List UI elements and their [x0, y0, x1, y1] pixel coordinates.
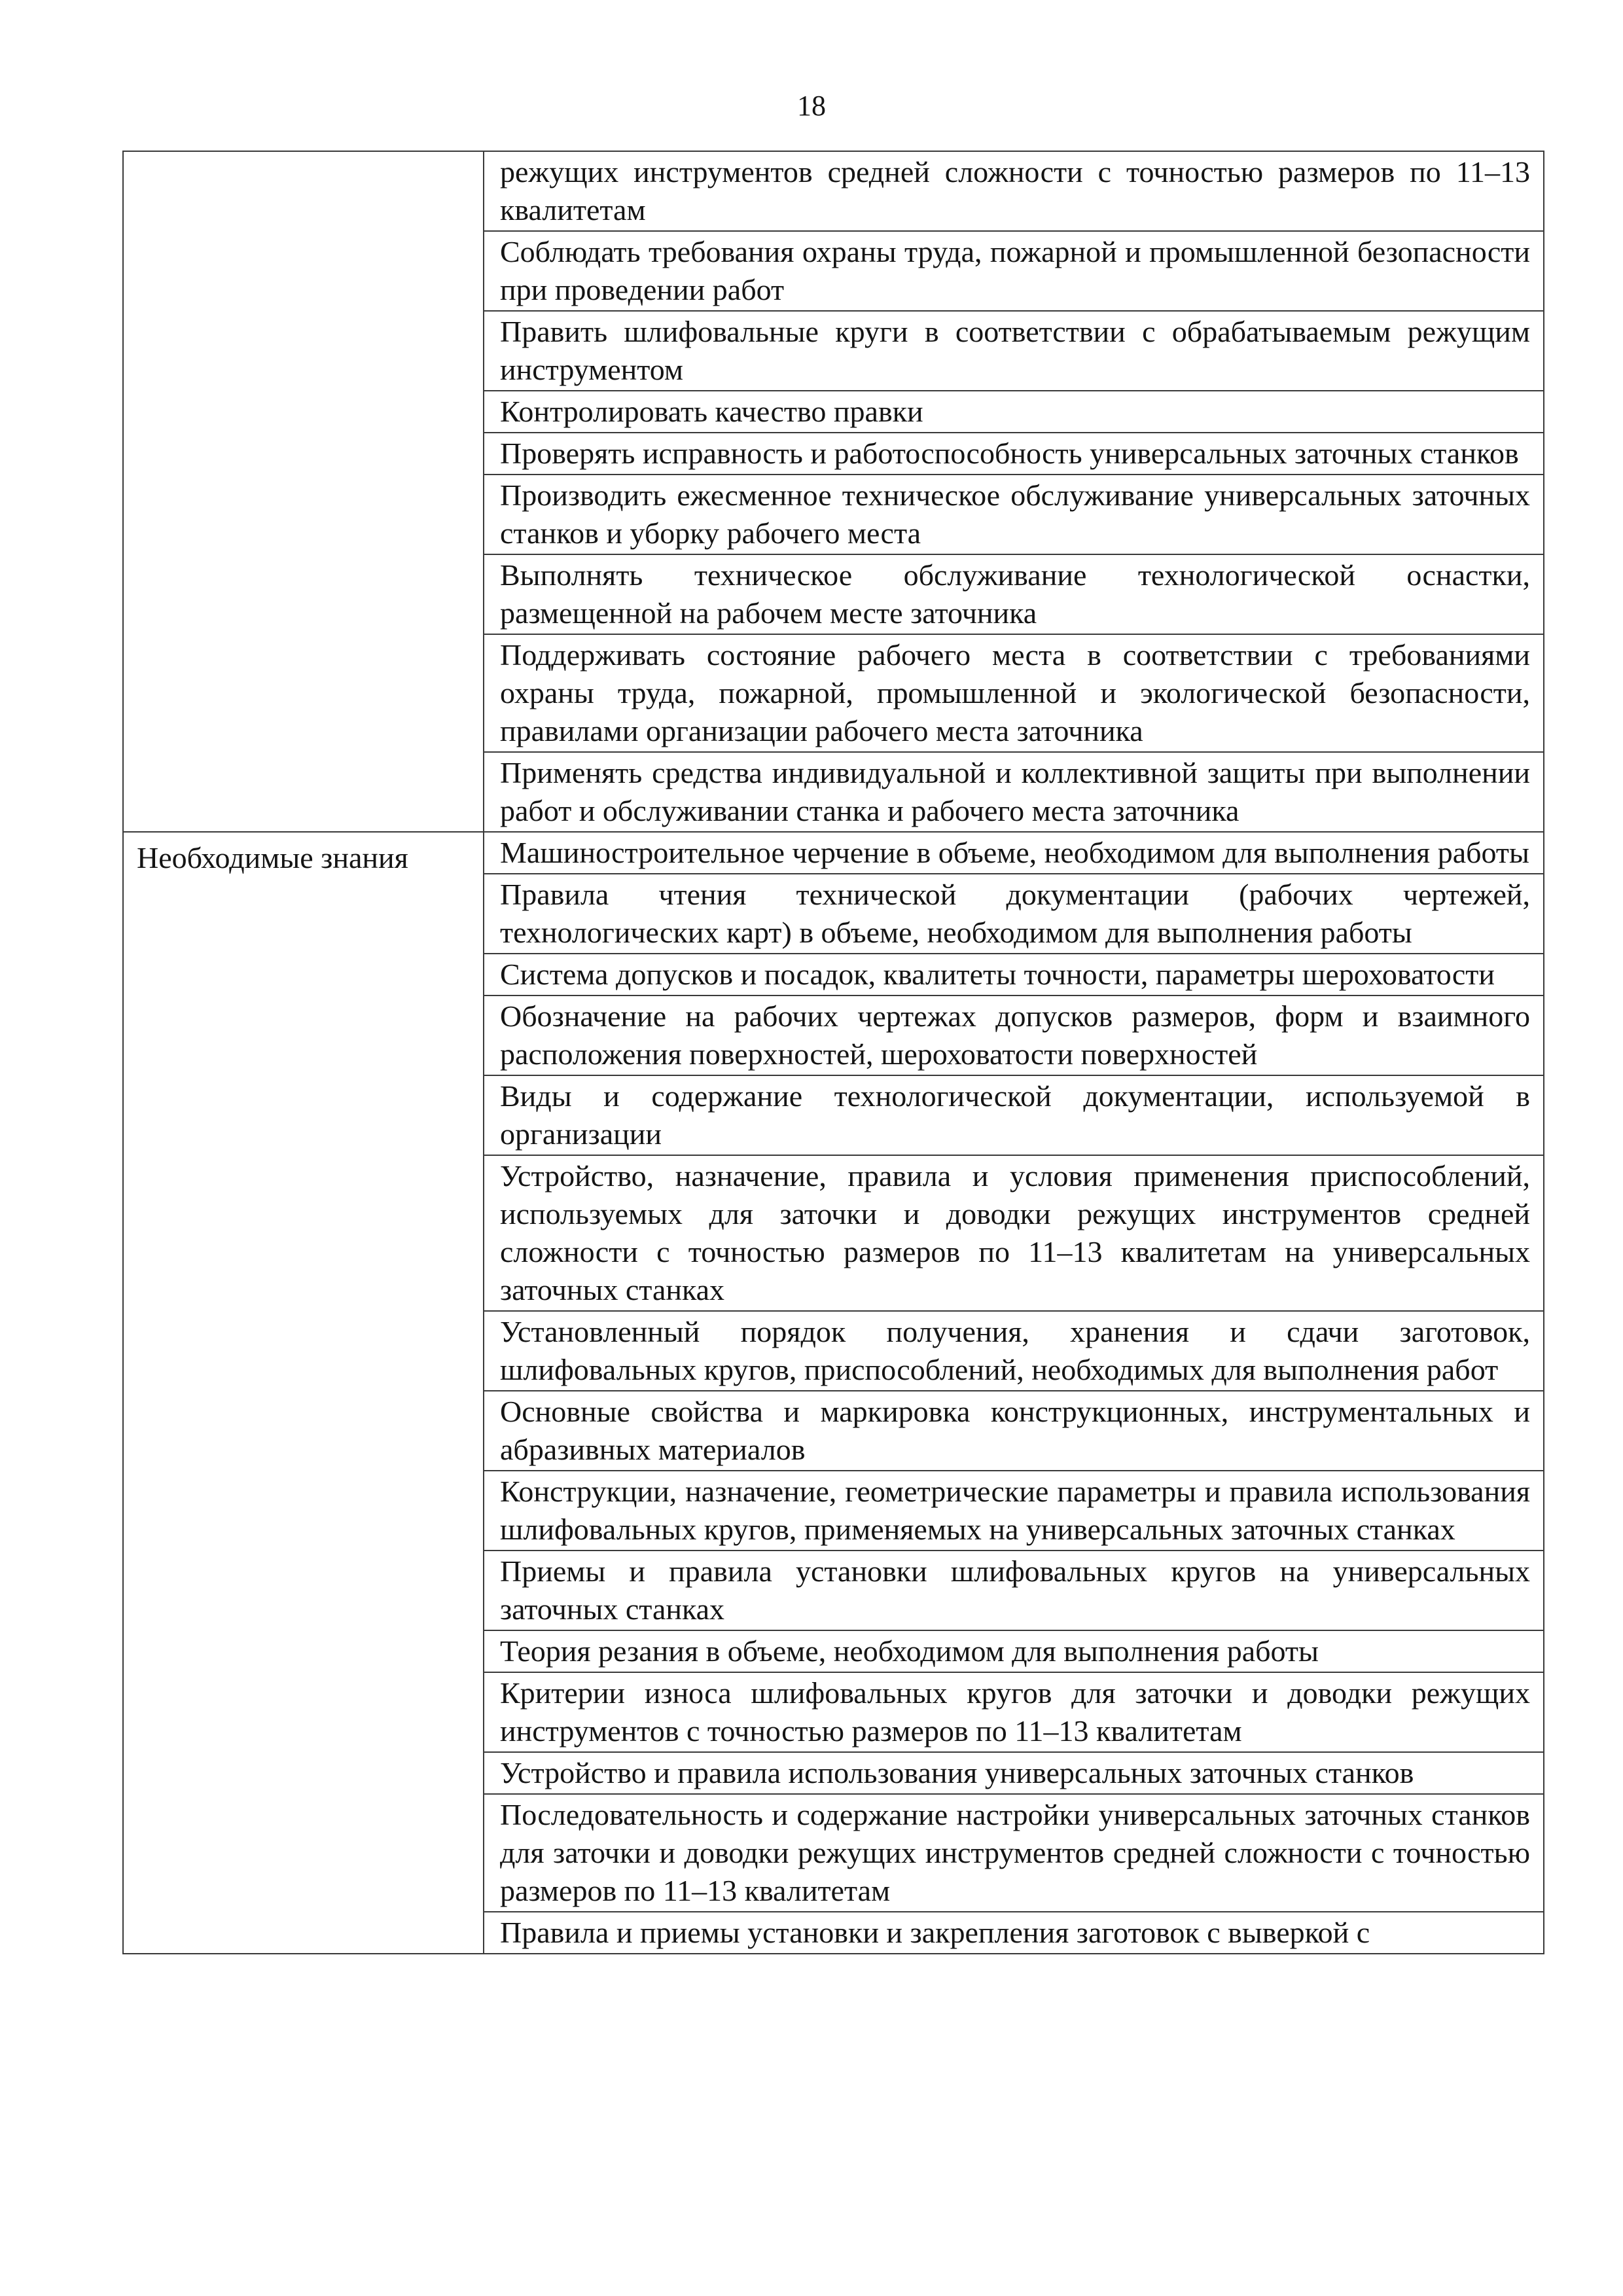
- table-cell: [484, 475, 1544, 554]
- table-cell: [484, 752, 1544, 832]
- requirements-table: [122, 151, 1544, 1954]
- knowledge-item: Система допусков и посадок, квалитеты точности, параметры шероховатости: [500, 958, 1495, 991]
- table-row: [123, 151, 1544, 231]
- skill-item: Контролировать качество правки: [500, 395, 923, 428]
- knowledge-item: Виды и содержание технологической документации, используемой в организации: [500, 1079, 1530, 1151]
- table-cell: [484, 954, 1544, 996]
- table-cell: [484, 1075, 1544, 1155]
- knowledge-label-cell: [123, 832, 484, 1954]
- table-cell: [484, 391, 1544, 433]
- table-cell: [484, 1912, 1544, 1954]
- knowledge-label: Необходимые знания: [137, 841, 408, 874]
- knowledge-item: Приемы и правила установки шлифовальных кругов на универсальных заточных станках: [500, 1554, 1530, 1626]
- table-cell: [484, 231, 1544, 311]
- table-row: [123, 832, 1544, 874]
- table-cell: [484, 1794, 1544, 1912]
- table-cell: [484, 1630, 1544, 1672]
- knowledge-item: Установленный порядок получения, хранения и сдачи заготовок, шлифовальных кругов, приспособлений, необходимых для выполнения работ: [500, 1315, 1530, 1386]
- knowledge-item: Правила чтения технической документации (рабочих чертежей, технологических карт) в объеме, необходимом для выполнения работы: [500, 878, 1530, 949]
- table-cell: [484, 996, 1544, 1075]
- table-cell: [484, 1471, 1544, 1551]
- table-cell: [484, 1311, 1544, 1391]
- knowledge-item: Устройство и правила использования универсальных заточных станков: [500, 1756, 1414, 1789]
- knowledge-item: Теория резания в объеме, необходимом для выполнения работы: [500, 1634, 1319, 1668]
- table-cell: [484, 1752, 1544, 1794]
- skill-item: Выполнять техническое обслуживание технологической оснастки, размещенной на рабочем месте заточника: [500, 558, 1530, 630]
- skill-item: режущих инструментов средней сложности с точностью размеров по 11–13 квалитетам: [500, 155, 1530, 226]
- skill-item: Соблюдать требования охраны труда, пожарной и промышленной безопасности при проведении работ: [500, 235, 1530, 306]
- knowledge-item: Правила и приемы установки и закрепления заготовок с выверкой с: [500, 1916, 1370, 1949]
- table-cell: [484, 1551, 1544, 1630]
- knowledge-item: Конструкции, назначение, геометрические параметры и правила использования шлифовальных кругов, применяемых на универсальных заточных станках: [500, 1475, 1530, 1546]
- table-cell: [484, 874, 1544, 954]
- table-cell: [484, 832, 1544, 874]
- knowledge-item: Устройство, назначение, правила и условия применения приспособлений, используемых для заточки и доводки режущих инструментов средней сложности с точностью размеров по 11–13 квалитетам на универсальных заточных станках: [500, 1159, 1530, 1306]
- knowledge-item: Машиностроительное черчение в объеме, необходимом для выполнения работы: [500, 836, 1529, 869]
- skill-item: Поддерживать состояние рабочего места в соответствии с требованиями охраны труда, пожарной, промышленной и экологической безопасности, правилами организации рабочего места заточника: [500, 638, 1530, 747]
- knowledge-item: Основные свойства и маркировка конструкционных, инструментальных и абразивных материалов: [500, 1395, 1530, 1466]
- table-cell: [484, 1155, 1544, 1311]
- table-cell: [484, 151, 1544, 231]
- table-cell: [484, 554, 1544, 634]
- table-cell: [484, 1672, 1544, 1752]
- table-cell: [484, 634, 1544, 752]
- knowledge-item: Последовательность и содержание настройки универсальных заточных станков для заточки и доводки режущих инструментов средней сложности с точностью размеров по 11–13 квалитетам: [500, 1798, 1530, 1907]
- skill-item: Производить ежесменное техническое обслуживание универсальных заточных станков и уборку рабочего места: [500, 478, 1530, 550]
- skill-item: Править шлифовальные круги в соответствии с обрабатываемым режущим инструментом: [500, 315, 1530, 386]
- knowledge-item: Обозначение на рабочих чертежах допусков размеров, форм и взаимного расположения поверхностей, шероховатости поверхностей: [500, 999, 1530, 1071]
- page-number: 18: [797, 90, 826, 122]
- skill-item: Проверять исправность и работоспособность универсальных заточных станков: [500, 437, 1519, 470]
- skills-label-cell: [123, 151, 484, 832]
- table-cell: [484, 433, 1544, 475]
- table-cell: [484, 311, 1544, 391]
- table-cell: [484, 1391, 1544, 1471]
- knowledge-item: Критерии износа шлифовальных кругов для заточки и доводки режущих инструментов с точностью размеров по 11–13 квалитетам: [500, 1676, 1530, 1748]
- skill-item: Применять средства индивидуальной и коллективной защиты при выполнении работ и обслуживании станка и рабочего места заточника: [500, 756, 1530, 827]
